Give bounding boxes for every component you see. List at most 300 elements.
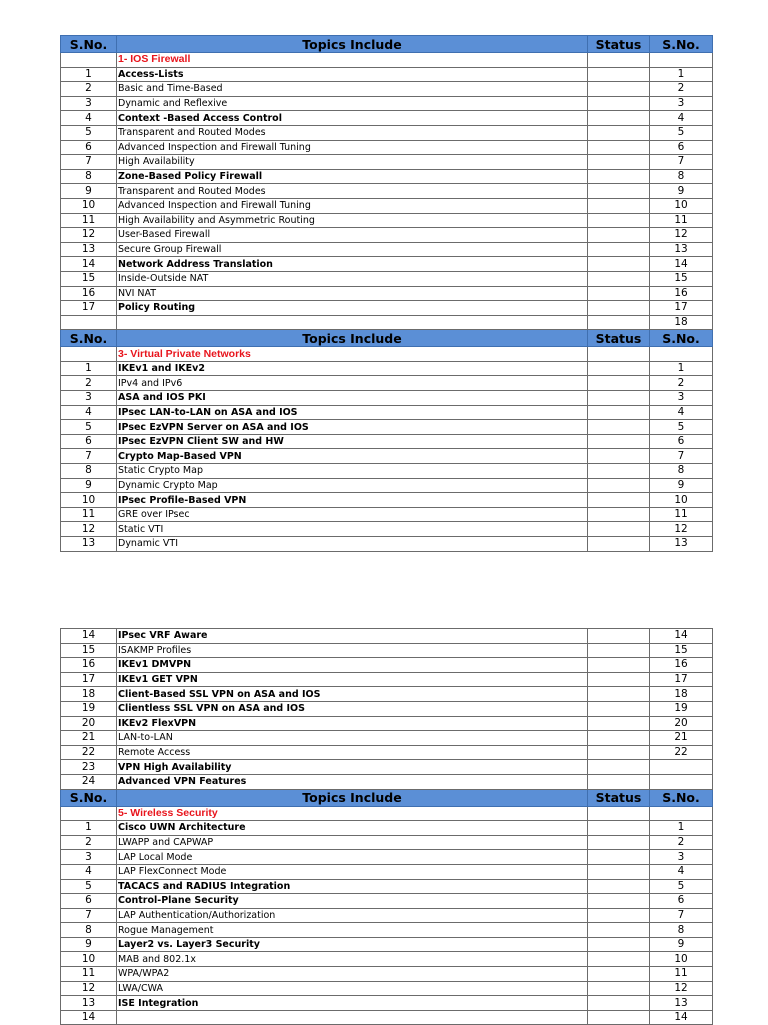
header-status: Status <box>588 36 650 53</box>
table-row <box>61 996 713 1011</box>
sno-cell: 12 <box>61 522 117 537</box>
table-row <box>61 981 713 996</box>
table-row <box>61 464 713 479</box>
table-row <box>61 420 713 435</box>
sno-cell: 6 <box>61 434 117 449</box>
topic-cell: Advanced VPN Features <box>117 774 588 789</box>
sno-2-cell: 7 <box>650 449 713 464</box>
sno-2-cell: 7 <box>650 155 713 170</box>
status-cell <box>588 923 650 938</box>
topic-cell: NVI NAT <box>117 286 588 301</box>
sno-2-cell: 19 <box>650 701 713 716</box>
status-cell <box>588 760 650 775</box>
header-topics: Topics Include <box>117 330 588 347</box>
table-row <box>61 745 713 760</box>
topic-cell: Dynamic VTI <box>117 537 588 552</box>
topic-cell: WPA/WPA2 <box>117 967 588 982</box>
section-title: 1- IOS Firewall <box>117 53 588 68</box>
status-cell <box>588 198 650 213</box>
status-cell <box>588 522 650 537</box>
sno-2-cell: 8 <box>650 923 713 938</box>
table-row <box>61 731 713 746</box>
topic-cell: Cisco UWN Architecture <box>117 821 588 836</box>
header-sno-2: S.No. <box>650 330 713 347</box>
sno-cell: 1 <box>61 821 117 836</box>
sno-2-cell: 22 <box>650 745 713 760</box>
sno-2-cell: 2 <box>650 82 713 97</box>
status-cell <box>588 537 650 552</box>
sno-cell: 11 <box>61 507 117 522</box>
sno-cell: 7 <box>61 449 117 464</box>
topic-cell: LAP Authentication/Authorization <box>117 908 588 923</box>
sno-cell: 3 <box>61 391 117 406</box>
status-cell <box>588 111 650 126</box>
table-row <box>61 213 713 228</box>
sno-cell <box>61 347 117 362</box>
topic-cell: User-Based Firewall <box>117 228 588 243</box>
topic-cell: Clientless SSL VPN on ASA and IOS <box>117 701 588 716</box>
table-row <box>61 894 713 909</box>
sno-2-cell: 6 <box>650 894 713 909</box>
sno-cell: 2 <box>61 82 117 97</box>
sno-2-cell: 5 <box>650 420 713 435</box>
sno-2-cell: 12 <box>650 981 713 996</box>
status-cell <box>588 361 650 376</box>
topic-cell <box>117 1010 588 1025</box>
sno-2-cell: 3 <box>650 850 713 865</box>
sno-2-cell <box>650 760 713 775</box>
topic-cell: IPsec LAN-to-LAN on ASA and IOS <box>117 405 588 420</box>
status-cell <box>588 184 650 199</box>
sno-cell: 1 <box>61 67 117 82</box>
sno-2-cell: 14 <box>650 1010 713 1025</box>
header-row <box>61 789 713 806</box>
topic-cell: Advanced Inspection and Firewall Tuning <box>117 198 588 213</box>
topic-cell: Basic and Time-Based <box>117 82 588 97</box>
topic-cell: IKEv1 DMVPN <box>117 658 588 673</box>
table-row <box>61 643 713 658</box>
sno-cell: 2 <box>61 835 117 850</box>
topic-cell: LAP FlexConnect Mode <box>117 864 588 879</box>
status-cell <box>588 140 650 155</box>
sno-cell: 5 <box>61 420 117 435</box>
topic-cell: IKEv1 GET VPN <box>117 672 588 687</box>
table-row <box>61 537 713 552</box>
header-row <box>61 36 713 53</box>
sno-2-cell: 2 <box>650 376 713 391</box>
table-row <box>61 629 713 644</box>
topic-cell: LWA/CWA <box>117 981 588 996</box>
section-row <box>61 53 713 68</box>
topic-cell: High Availability <box>117 155 588 170</box>
table-row <box>61 96 713 111</box>
sno-2-cell: 9 <box>650 937 713 952</box>
sno-2-cell: 14 <box>650 257 713 272</box>
status-cell <box>588 981 650 996</box>
sno-2-cell: 13 <box>650 996 713 1011</box>
table-row <box>61 774 713 789</box>
sno-2-cell: 9 <box>650 478 713 493</box>
sno-cell: 6 <box>61 140 117 155</box>
topic-cell: IKEv1 and IKEv2 <box>117 361 588 376</box>
sno-cell: 4 <box>61 111 117 126</box>
sno-cell: 8 <box>61 923 117 938</box>
sno-cell: 21 <box>61 731 117 746</box>
header-status: Status <box>588 789 650 806</box>
table-row <box>61 507 713 522</box>
table-row <box>61 198 713 213</box>
table-row <box>61 850 713 865</box>
table-row <box>61 434 713 449</box>
sno-cell: 14 <box>61 1010 117 1025</box>
section-title: 3- Virtual Private Networks <box>117 347 588 362</box>
header-sno: S.No. <box>61 789 117 806</box>
status-cell <box>588 286 650 301</box>
table-row <box>61 493 713 508</box>
sno-2-cell <box>650 774 713 789</box>
status-cell <box>588 507 650 522</box>
table-row <box>61 405 713 420</box>
status-cell <box>588 937 650 952</box>
table-row <box>61 967 713 982</box>
table-row <box>61 315 713 330</box>
table-row <box>61 391 713 406</box>
sno-cell: 9 <box>61 937 117 952</box>
topic-cell: IKEv2 FlexVPN <box>117 716 588 731</box>
sno-2-cell: 13 <box>650 537 713 552</box>
sno-cell: 10 <box>61 493 117 508</box>
topic-cell: Transparent and Routed Modes <box>117 125 588 140</box>
sno-cell: 16 <box>61 658 117 673</box>
topic-cell: IPsec EzVPN Client SW and HW <box>117 434 588 449</box>
status-cell <box>588 850 650 865</box>
sno-2-cell: 18 <box>650 687 713 702</box>
status-cell <box>588 213 650 228</box>
header-sno: S.No. <box>61 36 117 53</box>
sno-2-cell: 12 <box>650 228 713 243</box>
sno-cell: 10 <box>61 198 117 213</box>
table-row <box>61 271 713 286</box>
sno-cell: 11 <box>61 967 117 982</box>
sno-2-cell: 12 <box>650 522 713 537</box>
sno-cell: 8 <box>61 464 117 479</box>
sno-2-cell: 10 <box>650 952 713 967</box>
sno-2-cell <box>650 53 713 68</box>
status-cell <box>588 643 650 658</box>
status-cell <box>588 82 650 97</box>
table-row <box>61 908 713 923</box>
table-row <box>61 184 713 199</box>
sno-2-cell: 4 <box>650 864 713 879</box>
sno-2-cell <box>650 347 713 362</box>
sno-cell: 17 <box>61 301 117 316</box>
status-cell <box>588 125 650 140</box>
table-row <box>61 257 713 272</box>
topic-cell: IPsec VRF Aware <box>117 629 588 644</box>
sno-2-cell: 16 <box>650 658 713 673</box>
header-sno-2: S.No. <box>650 789 713 806</box>
status-cell <box>588 716 650 731</box>
status-cell <box>588 67 650 82</box>
sno-cell: 15 <box>61 643 117 658</box>
topics-table-page-2 <box>60 628 713 1025</box>
sno-2-cell: 10 <box>650 493 713 508</box>
sno-cell: 13 <box>61 537 117 552</box>
topic-cell: Dynamic Crypto Map <box>117 478 588 493</box>
table-row <box>61 687 713 702</box>
topic-cell: Policy Routing <box>117 301 588 316</box>
sno-cell: 8 <box>61 169 117 184</box>
table-row <box>61 155 713 170</box>
sno-cell: 9 <box>61 478 117 493</box>
sno-2-cell: 21 <box>650 731 713 746</box>
sno-cell: 12 <box>61 981 117 996</box>
sno-cell: 7 <box>61 908 117 923</box>
status-cell <box>588 879 650 894</box>
status-cell <box>588 629 650 644</box>
status-cell <box>588 376 650 391</box>
sno-2-cell: 10 <box>650 198 713 213</box>
status-cell <box>588 864 650 879</box>
sno-2-cell: 7 <box>650 908 713 923</box>
topic-cell: IPsec EzVPN Server on ASA and IOS <box>117 420 588 435</box>
topic-cell: Client-Based SSL VPN on ASA and IOS <box>117 687 588 702</box>
header-sno-2: S.No. <box>650 36 713 53</box>
topic-cell: LAN-to-LAN <box>117 731 588 746</box>
sno-cell: 17 <box>61 672 117 687</box>
sno-2-cell: 8 <box>650 169 713 184</box>
table-row <box>61 125 713 140</box>
table-row <box>61 478 713 493</box>
status-cell <box>588 996 650 1011</box>
sno-cell: 11 <box>61 213 117 228</box>
header-topics: Topics Include <box>117 789 588 806</box>
topic-cell: Secure Group Firewall <box>117 242 588 257</box>
section-title: 5- Wireless Security <box>117 806 588 821</box>
sno-2-cell: 11 <box>650 507 713 522</box>
sno-cell: 4 <box>61 864 117 879</box>
topic-cell: LAP Local Mode <box>117 850 588 865</box>
sno-2-cell: 1 <box>650 361 713 376</box>
sno-2-cell: 17 <box>650 672 713 687</box>
status-cell <box>588 672 650 687</box>
status-cell <box>588 894 650 909</box>
table-row <box>61 242 713 257</box>
sno-cell <box>61 53 117 68</box>
table-row <box>61 716 713 731</box>
status-cell <box>588 53 650 68</box>
topic-cell: High Availability and Asymmetric Routing <box>117 213 588 228</box>
topic-cell: ISE Integration <box>117 996 588 1011</box>
sno-2-cell: 5 <box>650 125 713 140</box>
topics-table-page-1 <box>60 35 713 552</box>
status-cell <box>588 774 650 789</box>
topic-cell: Zone-Based Policy Firewall <box>117 169 588 184</box>
status-cell <box>588 96 650 111</box>
sno-cell: 14 <box>61 629 117 644</box>
status-cell <box>588 745 650 760</box>
sno-2-cell: 14 <box>650 629 713 644</box>
sno-cell: 12 <box>61 228 117 243</box>
status-cell <box>588 449 650 464</box>
topic-cell: Network Address Translation <box>117 257 588 272</box>
sno-2-cell: 15 <box>650 271 713 286</box>
status-cell <box>588 687 650 702</box>
status-cell <box>588 1010 650 1025</box>
sno-cell <box>61 315 117 330</box>
sno-2-cell: 6 <box>650 434 713 449</box>
sno-2-cell: 9 <box>650 184 713 199</box>
topic-cell: MAB and 802.1x <box>117 952 588 967</box>
status-cell <box>588 908 650 923</box>
status-cell <box>588 806 650 821</box>
sno-2-cell: 15 <box>650 643 713 658</box>
sno-cell: 16 <box>61 286 117 301</box>
status-cell <box>588 420 650 435</box>
status-cell <box>588 257 650 272</box>
topic-cell: ASA and IOS PKI <box>117 391 588 406</box>
topic-cell: Context -Based Access Control <box>117 111 588 126</box>
sno-cell: 5 <box>61 125 117 140</box>
table-row <box>61 286 713 301</box>
topic-cell: Crypto Map-Based VPN <box>117 449 588 464</box>
sno-cell: 6 <box>61 894 117 909</box>
sno-cell: 3 <box>61 96 117 111</box>
topic-cell: ISAKMP Profiles <box>117 643 588 658</box>
table-row <box>61 835 713 850</box>
topic-cell: Transparent and Routed Modes <box>117 184 588 199</box>
sno-cell: 19 <box>61 701 117 716</box>
topic-cell: Layer2 vs. Layer3 Security <box>117 937 588 952</box>
table-row <box>61 937 713 952</box>
topic-cell: Advanced Inspection and Firewall Tuning <box>117 140 588 155</box>
table-row <box>61 1010 713 1025</box>
table-row <box>61 449 713 464</box>
status-cell <box>588 271 650 286</box>
table-row <box>61 821 713 836</box>
table-row <box>61 864 713 879</box>
topic-cell: TACACS and RADIUS Integration <box>117 879 588 894</box>
status-cell <box>588 967 650 982</box>
table-row <box>61 111 713 126</box>
sno-2-cell: 6 <box>650 140 713 155</box>
table-row <box>61 522 713 537</box>
status-cell <box>588 478 650 493</box>
sno-cell: 5 <box>61 879 117 894</box>
sno-cell: 1 <box>61 361 117 376</box>
sno-cell: 22 <box>61 745 117 760</box>
sno-cell: 4 <box>61 405 117 420</box>
table-row <box>61 879 713 894</box>
table-row <box>61 228 713 243</box>
table-row <box>61 701 713 716</box>
status-cell <box>588 315 650 330</box>
sno-2-cell: 11 <box>650 213 713 228</box>
sno-2-cell: 4 <box>650 405 713 420</box>
sno-cell: 2 <box>61 376 117 391</box>
topic-cell: Static Crypto Map <box>117 464 588 479</box>
status-cell <box>588 242 650 257</box>
sno-2-cell: 18 <box>650 315 713 330</box>
status-cell <box>588 493 650 508</box>
sno-cell: 23 <box>61 760 117 775</box>
status-cell <box>588 952 650 967</box>
topic-cell: Inside-Outside NAT <box>117 271 588 286</box>
sno-cell: 20 <box>61 716 117 731</box>
topic-cell: Static VTI <box>117 522 588 537</box>
section-row <box>61 347 713 362</box>
status-cell <box>588 434 650 449</box>
status-cell <box>588 155 650 170</box>
table-row <box>61 376 713 391</box>
status-cell <box>588 464 650 479</box>
table-row <box>61 923 713 938</box>
sno-2-cell: 20 <box>650 716 713 731</box>
sno-2-cell: 3 <box>650 96 713 111</box>
sno-cell: 24 <box>61 774 117 789</box>
sno-cell: 15 <box>61 271 117 286</box>
status-cell <box>588 821 650 836</box>
header-sno: S.No. <box>61 330 117 347</box>
sno-cell: 13 <box>61 242 117 257</box>
header-row <box>61 330 713 347</box>
status-cell <box>588 169 650 184</box>
table-row <box>61 82 713 97</box>
topic-cell: Control-Plane Security <box>117 894 588 909</box>
topic-cell <box>117 315 588 330</box>
status-cell <box>588 835 650 850</box>
sno-2-cell: 17 <box>650 301 713 316</box>
table-row <box>61 140 713 155</box>
topic-cell: Dynamic and Reflexive <box>117 96 588 111</box>
status-cell <box>588 301 650 316</box>
table-row <box>61 672 713 687</box>
table-row <box>61 760 713 775</box>
sno-cell: 3 <box>61 850 117 865</box>
table-row <box>61 361 713 376</box>
table-row <box>61 301 713 316</box>
sno-2-cell: 1 <box>650 67 713 82</box>
sno-cell: 10 <box>61 952 117 967</box>
table-row <box>61 67 713 82</box>
table-row <box>61 658 713 673</box>
topic-cell: GRE over IPsec <box>117 507 588 522</box>
sno-2-cell: 16 <box>650 286 713 301</box>
sno-2-cell: 13 <box>650 242 713 257</box>
sno-cell <box>61 806 117 821</box>
status-cell <box>588 347 650 362</box>
sno-2-cell: 2 <box>650 835 713 850</box>
status-cell <box>588 701 650 716</box>
table-row <box>61 169 713 184</box>
status-cell <box>588 731 650 746</box>
section-row <box>61 806 713 821</box>
sno-cell: 18 <box>61 687 117 702</box>
sno-cell: 14 <box>61 257 117 272</box>
topic-cell: VPN High Availability <box>117 760 588 775</box>
sno-cell: 13 <box>61 996 117 1011</box>
topic-cell: IPsec Profile-Based VPN <box>117 493 588 508</box>
sno-2-cell: 3 <box>650 391 713 406</box>
sno-2-cell: 11 <box>650 967 713 982</box>
topic-cell: LWAPP and CAPWAP <box>117 835 588 850</box>
sno-2-cell <box>650 806 713 821</box>
sno-2-cell: 5 <box>650 879 713 894</box>
header-status: Status <box>588 330 650 347</box>
sno-cell: 9 <box>61 184 117 199</box>
topic-cell: Remote Access <box>117 745 588 760</box>
header-topics: Topics Include <box>117 36 588 53</box>
